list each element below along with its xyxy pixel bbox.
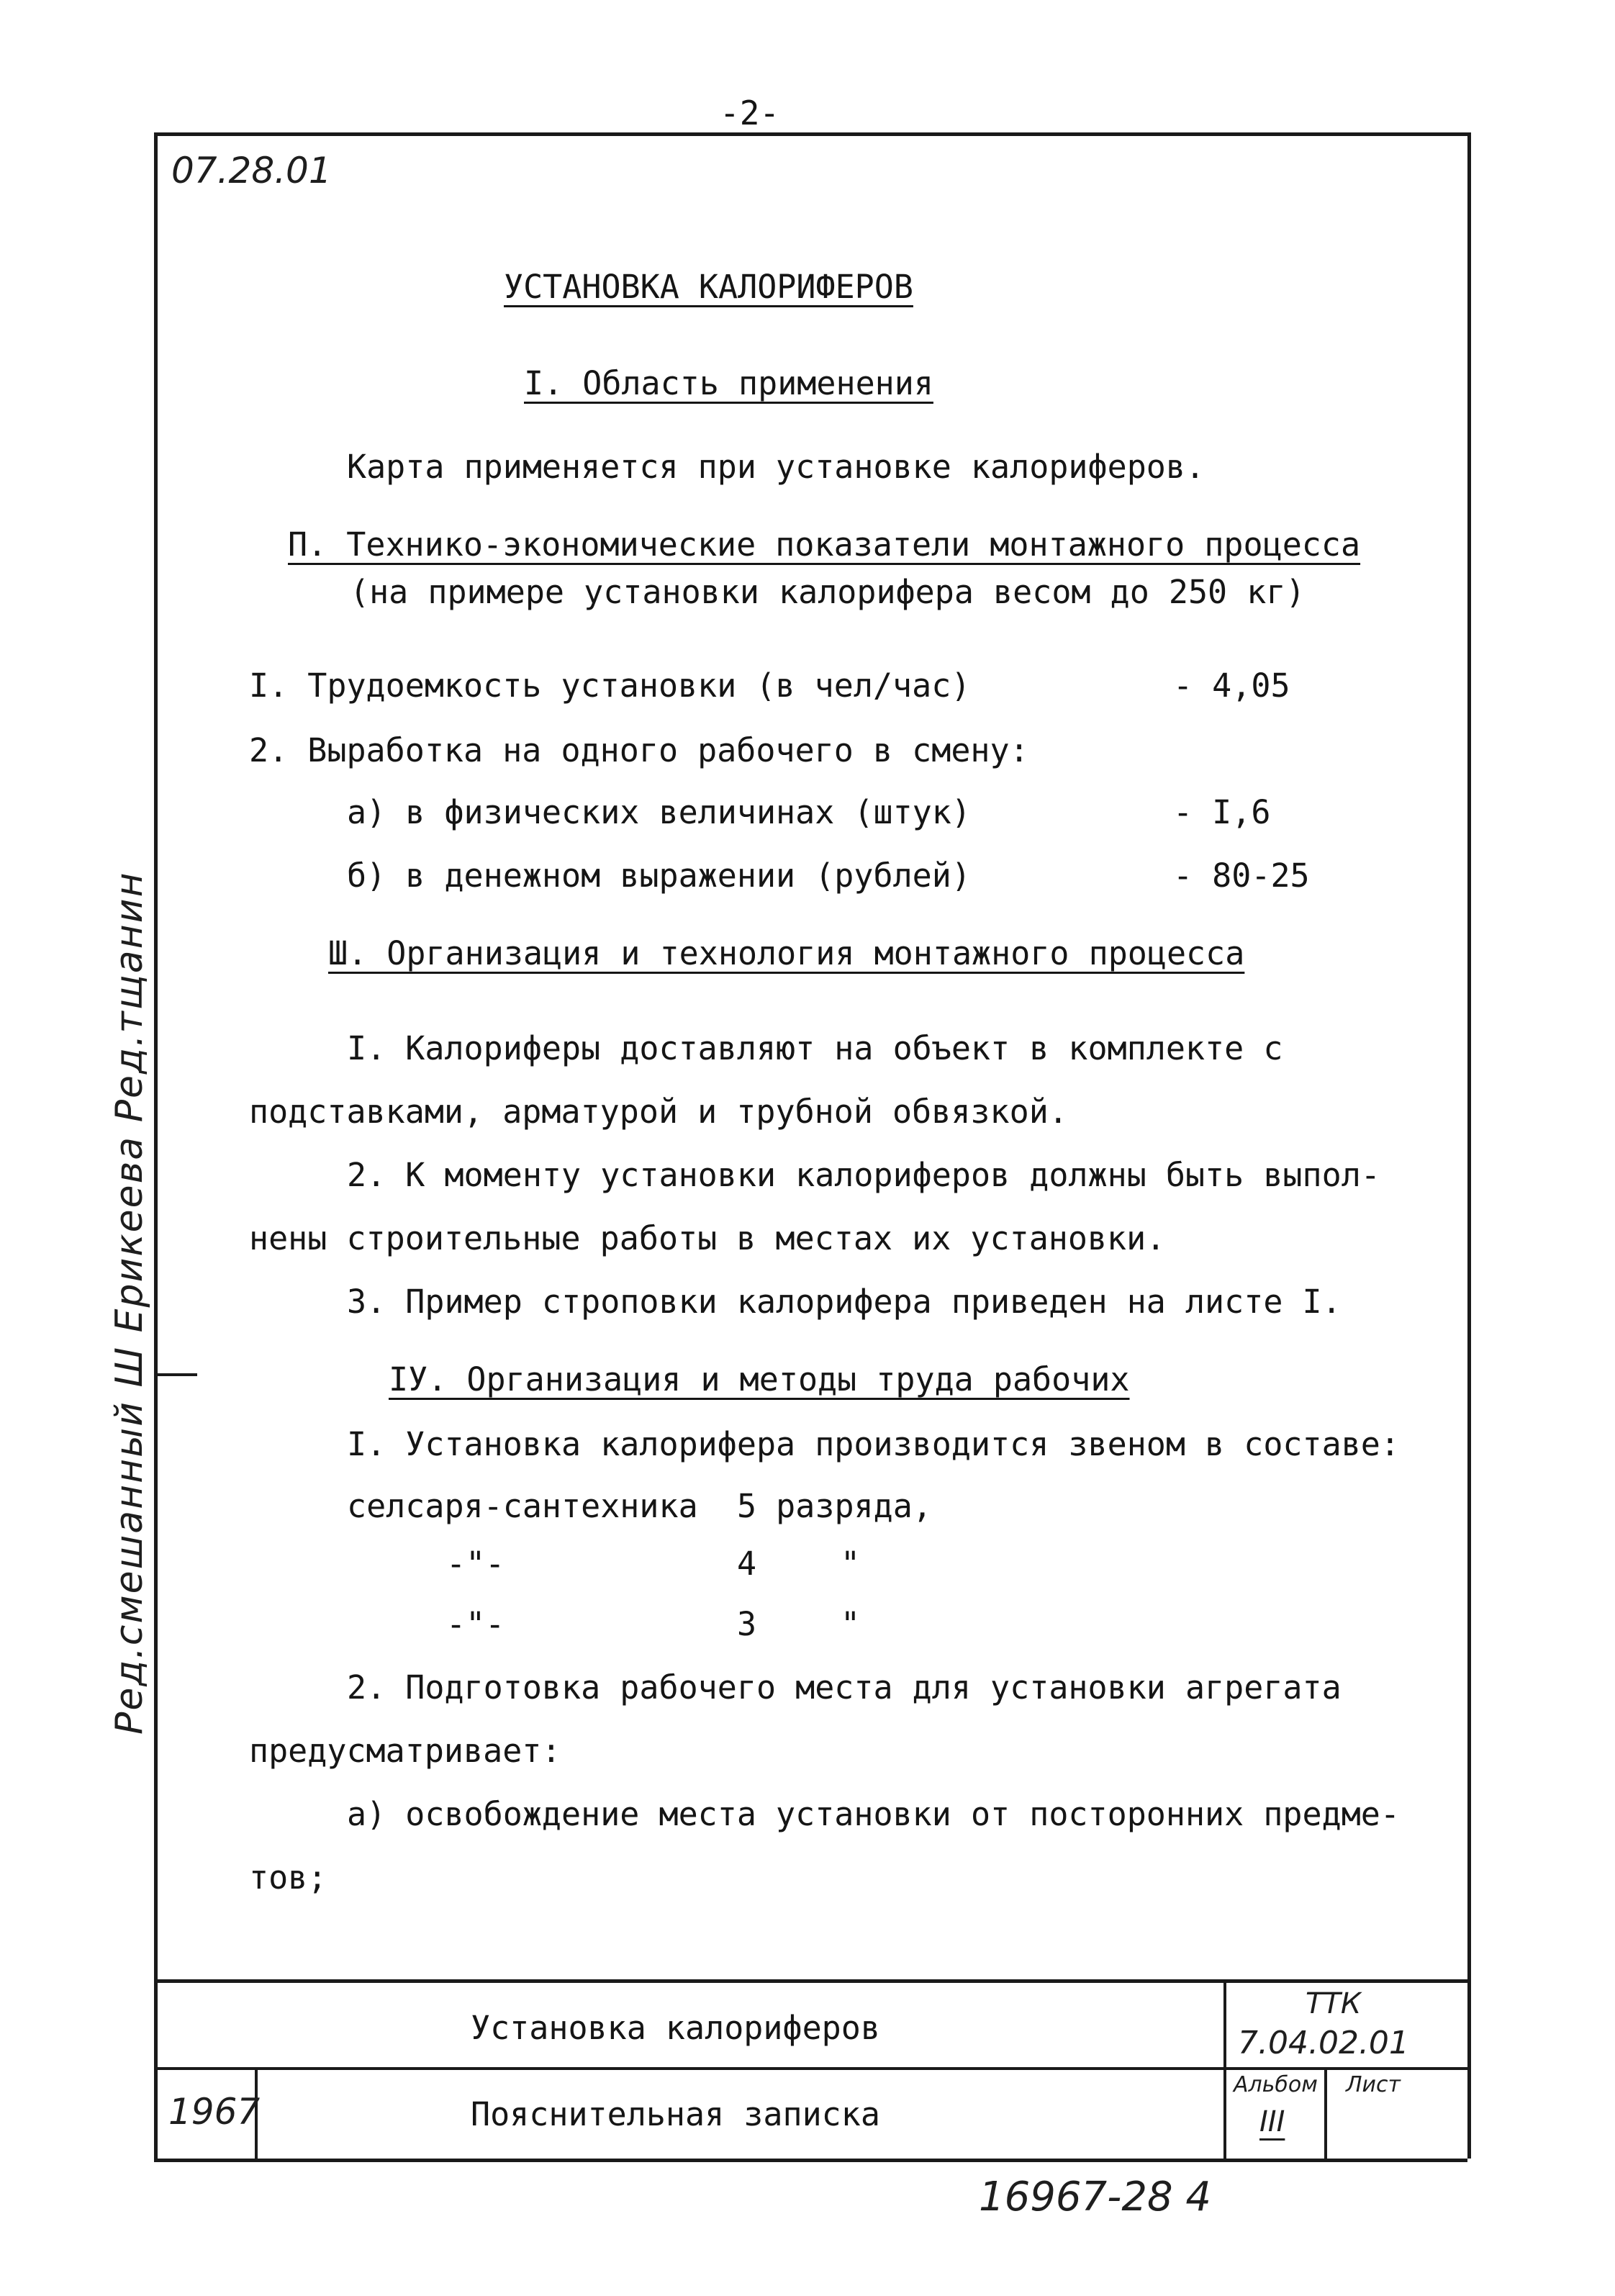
section3-p2-line1: 2. К моменту установки калориферов должны быть выпол- [347, 1156, 1380, 1194]
stamp-ttk-code: 7.04.02.01 [1238, 2025, 1409, 2061]
section3-p2-line2: нены строительные работы в местах их установки. [249, 1219, 1166, 1257]
stamp-album-value: III [1259, 2105, 1285, 2138]
margin-handwriting: Ред.смешанный Ш Ерикеева Ред.тщанин [108, 871, 151, 1735]
title-block [154, 1979, 1467, 2162]
crew-rank2: 4 [737, 1545, 757, 1583]
section3-heading: Ш. Организация и технология монтажного процесса [328, 934, 1245, 972]
section3-p1-line1: I. Калориферы доставляют на объект в комплекте с [347, 1029, 1283, 1067]
crew-ditto-mark-1: " [841, 1545, 861, 1583]
item2-label: 2. Выработка на одного рабочего в смену: [249, 731, 1029, 769]
section4-heading: IУ. Организация и методы труда рабочих [389, 1360, 1130, 1398]
item2b-label: б) в денежном выражении (рублей) [347, 857, 971, 895]
stamp-row2-title: Пояснительная записка [471, 2095, 880, 2133]
stamp-ttk-label: ТТК [1306, 1987, 1362, 2020]
item1-value: - 4,05 [1173, 666, 1290, 705]
item2a-value: - I,6 [1173, 793, 1271, 831]
document-title: УСТАНОВКА КАЛОРИФЕРОВ [504, 268, 913, 306]
item1-label: I. Трудоемкость установки (в чел/час) [249, 666, 971, 705]
crew-ditto-mark-2: " [841, 1605, 861, 1643]
page-number: -2- [720, 94, 780, 132]
section3-p3: 3. Пример строповки калорифера приведен на листе I. [347, 1283, 1342, 1321]
title-block-vline [1223, 1983, 1226, 2159]
section2-heading: П. Технико-экономические показатели монтажного процесса [288, 525, 1361, 564]
section4-p3-line1: а) освобождение места установки от посторонних предме- [347, 1795, 1400, 1833]
stamp-album-label: Альбом [1234, 2072, 1318, 2097]
section1-heading: I. Область применения [524, 364, 933, 402]
section4-p2-line2: предусматривает: [249, 1732, 561, 1770]
margin-tick [154, 1373, 197, 1376]
doc-code: 07.28.01 [171, 150, 332, 191]
section3-p1-line2: подставками, арматурой и трубной обвязкой. [249, 1093, 1068, 1131]
stamp-year: 1967 [168, 2091, 261, 2133]
title-block-divider [154, 2067, 1467, 2070]
crew-role: селсаря-сантехника [347, 1487, 698, 1525]
section4-p1: I. Установка калорифера производится звеном в составе: [347, 1425, 1400, 1463]
item2b-value: - 80-25 [1173, 857, 1310, 895]
item2a-label: а) в физических величинах (штук) [347, 793, 971, 831]
stamp-sheet-label: Лист [1346, 2072, 1401, 2097]
document-frame [154, 132, 1471, 2159]
section2-subheading: (на примере установки калорифера весом до 250 кг) [350, 573, 1306, 611]
bottom-handwriting: 16967-28 4 [979, 2174, 1212, 2220]
title-block-sheet-vline [1324, 2067, 1327, 2159]
crew-rank1: 5 разряда, [737, 1487, 932, 1525]
crew-ditto-2: -"- [446, 1605, 505, 1643]
section4-p2-line1: 2. Подготовка рабочего места для установки агрегата [347, 1668, 1342, 1707]
stamp-row1-title: Установка калориферов [471, 2009, 880, 2047]
crew-rank3: 3 [737, 1605, 757, 1643]
section4-p3-line2: тов; [249, 1858, 327, 1897]
section1-text: Карта применяется при установке калориферов. [347, 448, 1205, 486]
crew-ditto-1: -"- [446, 1545, 505, 1583]
